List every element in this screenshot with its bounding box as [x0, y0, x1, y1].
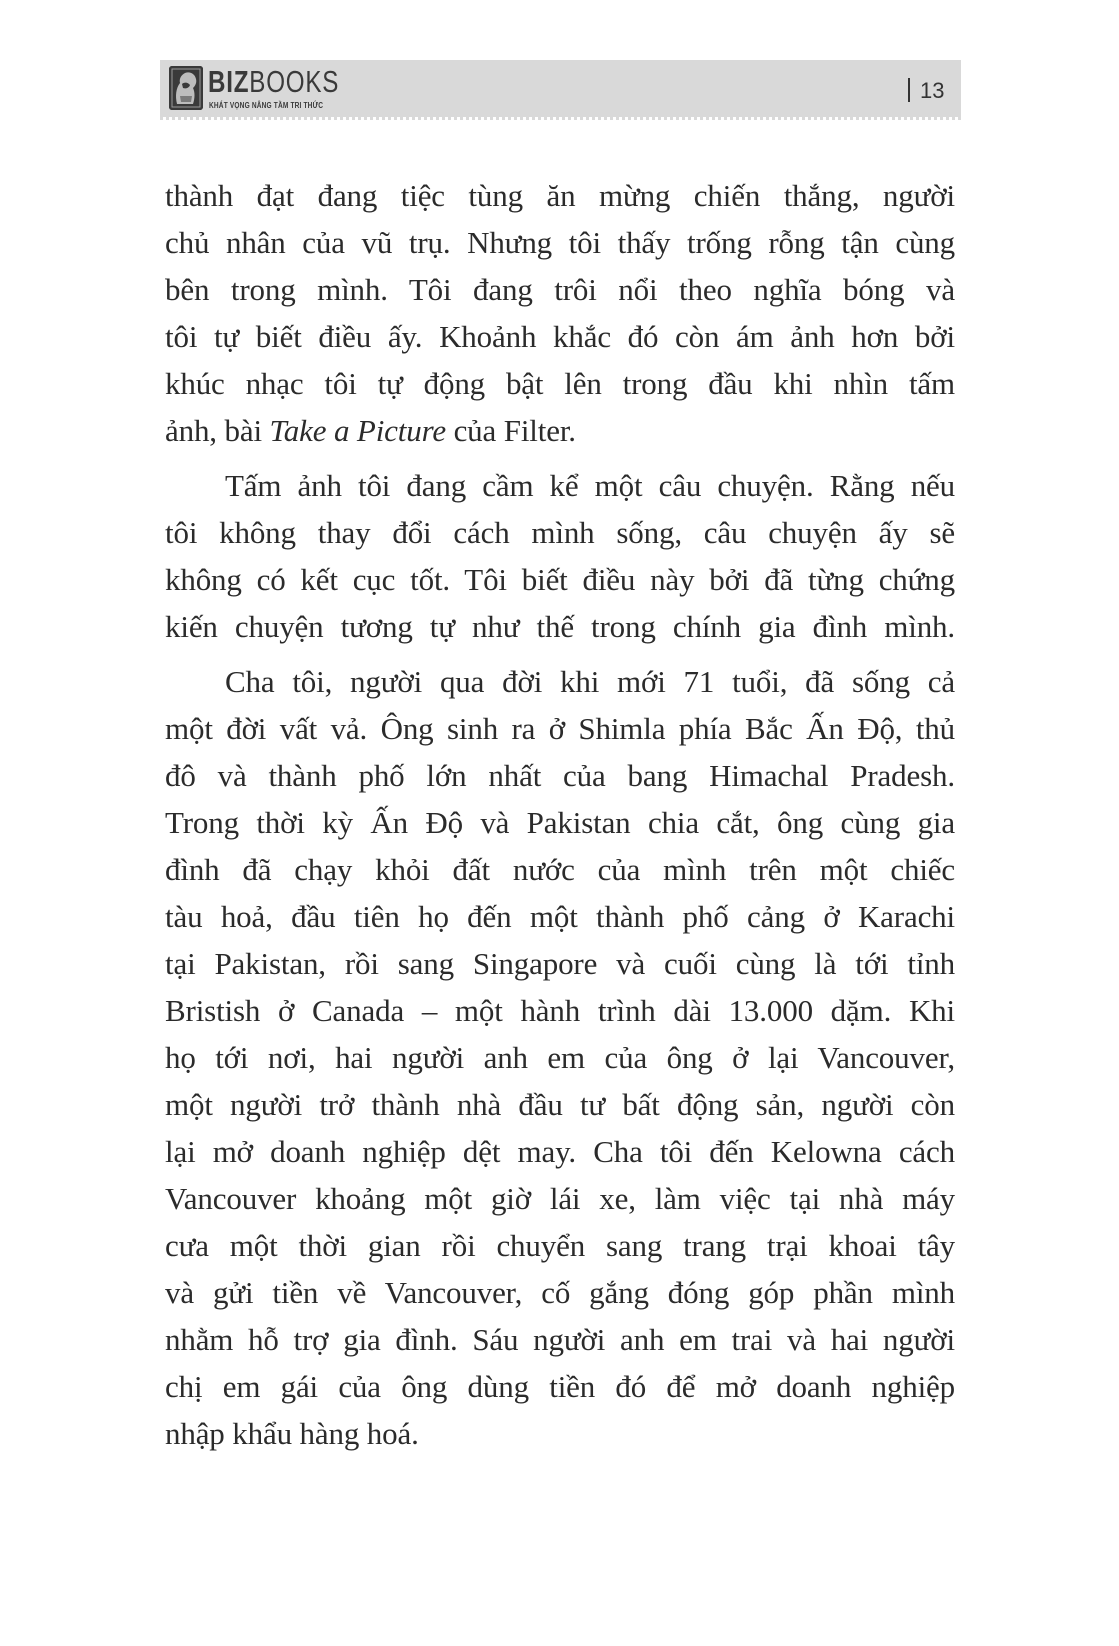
text-line: nhằm hỗ trợ gia đình. Sáu người anh em trai và hai người — [165, 1322, 955, 1357]
text-line: Trong thời kỳ Ấn Độ và Pakistan chia cắt, ông cùng gia — [165, 805, 955, 840]
text-span: ảnh, bài — [165, 413, 270, 448]
page-number-value: 13 — [920, 78, 945, 103]
paragraph-1 — [165, 172, 955, 454]
brand-tagline: KHÁT VỌNG NÂNG TẦM TRI THỨC — [209, 101, 324, 110]
text-line: họ tới nơi, hai người anh em của ông ở lại Vancouver, — [165, 1040, 955, 1075]
brand-name: BIZBOOKS — [208, 64, 340, 99]
paragraph-3 — [165, 658, 955, 1457]
paragraph-2 — [165, 462, 955, 650]
text-line: lại mở doanh nghiệp dệt may. Cha tôi đến Kelowna cách — [165, 1134, 955, 1169]
text-line: thành đạt đang tiệc tùng ăn mừng chiến thắng, người — [165, 178, 955, 213]
text-line: đình đã chạy khỏi đất nước của mình trên một chiếc — [165, 852, 955, 887]
body-text — [165, 172, 955, 1457]
text-line: bên trong mình. Tôi đang trôi nổi theo nghĩa bóng và — [165, 272, 955, 307]
text-line: đô và thành phố lớn nhất của bang Himachal Pradesh. — [165, 758, 955, 793]
text-line: và gửi tiền về Vancouver, cố gắng đóng góp phần mình — [165, 1275, 955, 1310]
text-line: chủ nhân của vũ trụ. Nhưng tôi thấy trống rỗng tận cùng — [165, 225, 955, 260]
text-line: một đời vất vả. Ông sinh ra ở Shimla phía Bắc Ấn Độ, thủ — [165, 711, 955, 746]
page-number — [908, 76, 944, 106]
text-line: tôi tự biết điều ấy. Khoảnh khắc đó còn ám ảnh hơn bởi — [165, 319, 955, 354]
text-line: không có kết cục tốt. Tôi biết điều này bởi đã từng chứng — [165, 562, 955, 597]
text-line: chị em gái của ông dùng tiền đó để mở doanh nghiệp — [165, 1369, 955, 1404]
text-span: của Filter. — [445, 413, 576, 448]
text-line: kiến chuyện tương tự như thế trong chính gia đình mình. — [165, 609, 955, 644]
text-line: nhập khẩu hàng hoá. — [165, 1416, 419, 1451]
text-line: một người trở thành nhà đầu tư bất động sản, người còn — [165, 1087, 955, 1122]
text-line: khúc nhạc tôi tự động bật lên trong đầu khi nhìn tấm — [165, 366, 955, 401]
text-line: Bristish ở Canada – một hành trình dài 13.000 dặm. Khi — [165, 993, 955, 1028]
text-line — [165, 407, 955, 454]
text-line: Cha tôi, người qua đời khi mới 71 tuổi, đã sống cả — [225, 664, 955, 699]
song-title: Take a Picture — [269, 413, 446, 448]
page-number-separator — [908, 78, 910, 102]
text-line: tàu hoả, đầu tiên họ đến một thành phố cảng ở Karachi — [165, 899, 955, 934]
text-line: tại Pakistan, rồi sang Singapore và cuối cùng là tới tỉnh — [165, 946, 955, 981]
text-line: Tấm ảnh tôi đang cầm kể một câu chuyện. Rằng nếu — [225, 468, 955, 503]
text-line: cưa một thời gian rồi chuyển sang trang trại khoai tây — [165, 1228, 955, 1263]
text-line: Vancouver khoảng một giờ lái xe, làm việc tại nhà máy — [165, 1181, 955, 1216]
bizbooks-logo-icon — [169, 66, 203, 110]
text-line: tôi không thay đổi cách mình sống, câu chuyện ấy sẽ — [165, 515, 955, 550]
